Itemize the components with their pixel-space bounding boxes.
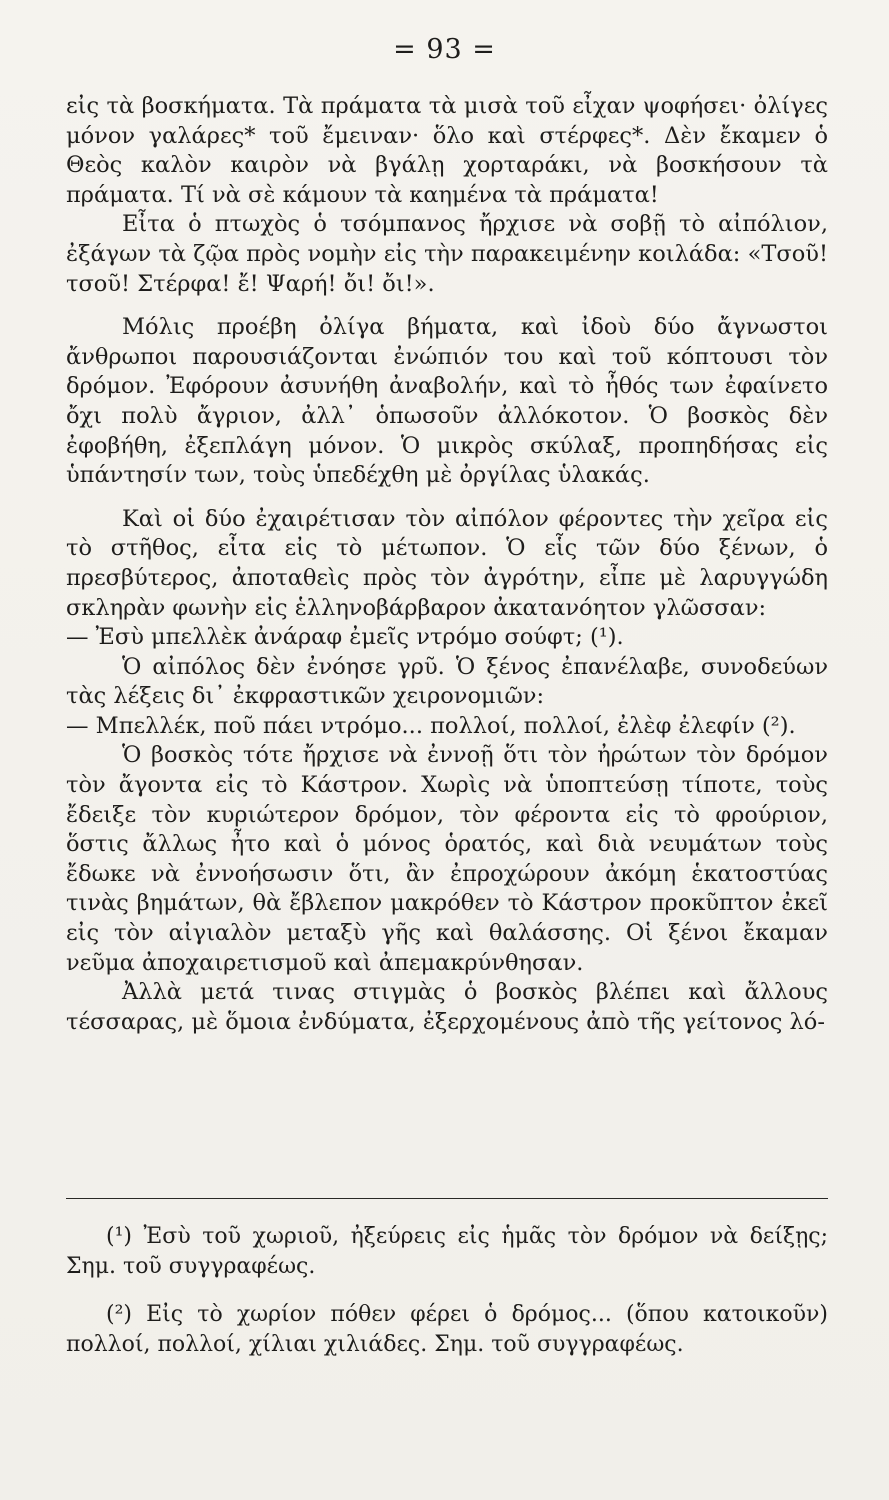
dialogue-line: — Μπελλέκ, ποῦ πάει ντρόμο... πολλοί, πολλοί, ἐλὲφ ἐλεφίν (²). bbox=[66, 712, 796, 739]
footnote-divider bbox=[66, 1198, 828, 1199]
paragraph: εἰς τὰ βοσκήματα. Τὰ πράματα τὰ μισὰ τοῦ εἶχαν ψοφήσει· ὀλίγες μόνον γαλάρες* τοῦ ἔμειναν· ὅλο καὶ στέρφες*. Δὲν ἔκαμεν ὁ Θεὸς καλὸν καιρὸν νὰ βγάλῃ χορταράκι, νὰ βοσκήσουν τὰ πράματα. Τί νὰ σὲ κάμουν τὰ καημένα τὰ πράματα! bbox=[66, 93, 828, 208]
paragraph: Ὁ βοσκὸς τότε ἤρχισε νὰ ἐννοῇ ὅτι τὸν ἠρώτων τὸν δρόμον τὸν ἄγοντα εἰς τὸ Κάστρον. Χωρὶς νὰ ὑποπτεύσῃ τίποτε, τοὺς ἔδειξε τὸν κυριώτερον δρόμον, τὸν φέροντα εἰς τὸ φρούριον, ὅστις ἄλλως ἦτο καὶ ὁ μόνος ὁρατός, καὶ διὰ νευμάτων τοὺς ἔδωκε νὰ ἐννοήσωσιν ὅτι, ἂν ἐπροχώρουν ἀκόμη ἑκατοστύας τινὰς βημάτων, θὰ ἔβλεπον μακρόθεν τὸ Κάστρον προκῦπτον ἐκεῖ εἰς τὸν αἰγιαλὸν μεταξὺ γῆς καὶ θαλάσσης. Οἱ ξένοι ἔκαμαν νεῦμα ἀποχαιρετισμοῦ καὶ ἀπεμακρύνθησαν. bbox=[66, 742, 828, 976]
footnotes bbox=[66, 1222, 828, 1378]
footnote: (²) Εἰς τὸ χωρίον πόθεν φέρει ὁ δρόμος... (ὅπου κατοικοῦν) πολλοί, πολλοί, χίλιαι χιλιάδες. Σημ. τοῦ συγγραφέως. bbox=[66, 1302, 828, 1357]
footnote: (¹) Ἐσὺ τοῦ χωριοῦ, ἠξεύρεις εἰς ἡμᾶς τὸν δρόμον νὰ δείξῃς; Σημ. τοῦ συγγραφέως. bbox=[66, 1224, 828, 1279]
body-text bbox=[66, 92, 828, 1037]
paragraph: Ἀλλὰ μετά τινας στιγμὰς ὁ βοσκὸς βλέπει καὶ ἄλλους τέσσαρας, μὲ ὅμοια ἐνδύματα, ἐξερχομένους ἀπὸ τῆς γείτονος λό- bbox=[66, 979, 828, 1035]
paragraph: Εἶτα ὁ πτωχὸς ὁ τσόμπανος ἤρχισε νὰ σοβῇ τὸ αἰπόλιον, ἐξάγων τὰ ζῷα πρὸς νομὴν εἰς τὴν παρακειμένην κοιλάδα: «Τσοῦ! τσοῦ! Στέρφα! ἔ! Ψαρή! ὄι! ὄι!». bbox=[66, 211, 828, 297]
paragraph: Μόλις προέβη ὀλίγα βήματα, καὶ ἰδοὺ δύο ἄγνωστοι ἄνθρωποι παρουσιάζονται ἐνώπιόν του καὶ τοῦ κόπτουσι τὸν δρόμον. Ἐφόρουν ἀσυνήθη ἀναβολήν, καὶ τὸ ἦθός των ἐφαίνετο ὄχι πολὺ ἄγριον, ἀλλ᾽ ὁπωσοῦν ἀλλόκοτον. Ὁ βοσκὸς δὲν ἐφοβήθη, ἐξεπλάγη μόνον. Ὁ μικρὸς σκύλαξ, προπηδήσας εἰς ὑπάντησίν των, τοὺς ὑπεδέχθη μὲ ὀργίλας ὑλακάς. bbox=[66, 314, 828, 489]
dialogue-line: — Ἐσὺ μπελλὲκ ἀνάραφ ἐμεῖς ντρόμο σούφτ; (¹). bbox=[66, 624, 624, 651]
paragraph: Καὶ οἱ δύο ἐχαιρέτισαν τὸν αἰπόλον φέροντες τὴν χεῖρα εἰς τὸ στῆθος, εἶτα εἰς τὸ μέτωπον. Ὁ εἷς τῶν δύο ξένων, ὁ πρεσβύτερος, ἀποταθεὶς πρὸς τὸν ἀγρότην, εἶπε μὲ λαρυγγώδη σκληρὰν φωνὴν εἰς ἑλληνοβάρβαρον ἀκατανόητον γλῶσσαν: bbox=[66, 505, 828, 621]
paragraph: Ὁ αἰπόλος δὲν ἐνόησε γρῦ. Ὁ ξένος ἐπανέλαβε, συνοδεύων τὰς λέξεις δι᾽ ἐκφραστικῶν χειρονομιῶν: bbox=[66, 653, 828, 710]
page-number: = 93 = bbox=[393, 34, 496, 65]
